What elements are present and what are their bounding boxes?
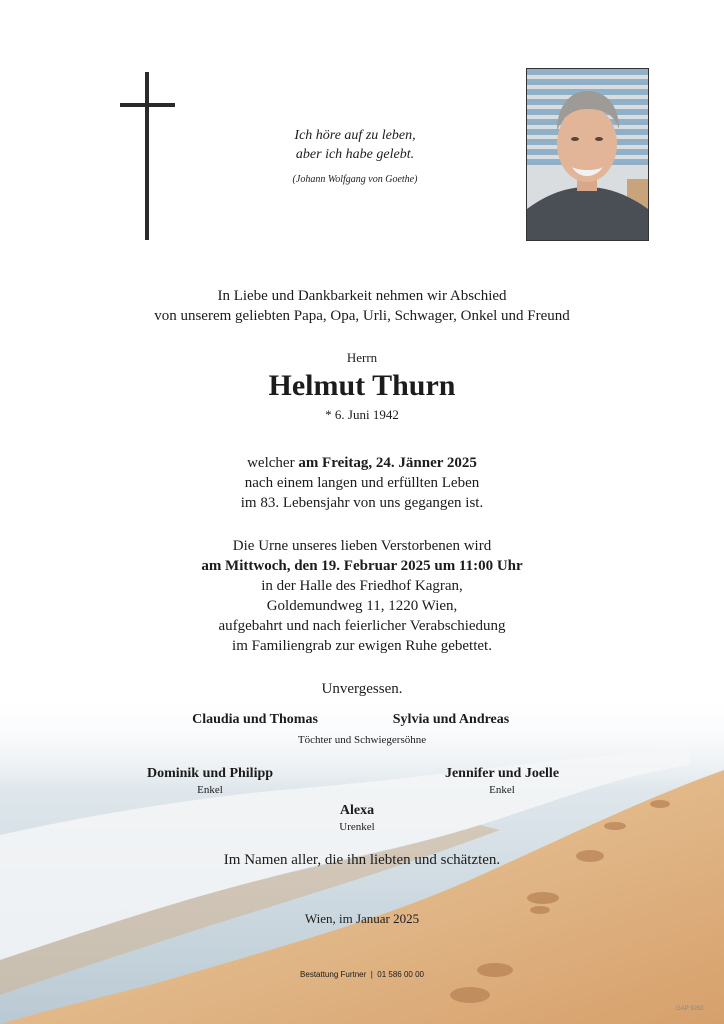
funeral-line-3: in der Halle des Friedhof Kagran, — [261, 578, 463, 594]
family-daughters-1 — [160, 711, 350, 729]
birth-date: * 6. Juni 1942 — [325, 407, 399, 422]
family-name: Claudia und Thomas — [192, 712, 318, 727]
family-grandchildren-2 — [402, 765, 602, 797]
funeral-date: am Mittwoch, den 19. Februar 2025 um 11:00 Uhr — [201, 558, 523, 574]
family-role: Enkel — [197, 784, 223, 796]
death-date: am Freitag, 24. Jänner 2025 — [298, 455, 477, 471]
family-name: Sylvia und Andreas — [392, 712, 510, 727]
intro-line-2: von unserem geliebten Papa, Opa, Urli, Schwager, Onkel und Freund — [154, 308, 570, 324]
funeral-home-footer: Bestattung Furtner | 01 586 00 00 — [300, 970, 424, 979]
portrait-photo — [526, 68, 649, 241]
salutation: Herrn — [346, 350, 378, 365]
death-prefix: welcher — [247, 455, 299, 471]
funeral-line-1: Die Urne unseres lieben Verstorbenen wird — [232, 538, 492, 554]
family-grandchildren-1 — [110, 765, 310, 797]
place-date: Wien, im Januar 2025 — [304, 911, 420, 926]
daughters-role: Töchter und Schwiegersöhne — [297, 734, 427, 746]
funeral-line-6: im Familiengrab zur ewigen Ruhe gebettet. — [232, 638, 492, 654]
quote-block — [240, 126, 470, 185]
family-role: Enkel — [489, 784, 515, 796]
closing-text: Im Namen aller, die ihn liebten und schätzten. — [223, 852, 501, 868]
death-line-2: nach einem langen und erfüllten Leben — [244, 475, 480, 491]
funeral-line-5: aufgebahrt und nach feierlicher Verabschiedung — [218, 618, 506, 634]
family-role: Urenkel — [339, 821, 375, 833]
funeral-line-4: Goldemundweg 11, 1220 Wien, — [266, 598, 458, 614]
death-line-1 — [0, 453, 724, 473]
family-great-grandchild — [262, 802, 452, 834]
quote-line-2: aber ich habe gelebt. — [295, 147, 415, 162]
family-daughters-2 — [356, 711, 546, 729]
intro-line-1: In Liebe und Dankbarkeit nehmen wir Abschied — [217, 288, 507, 304]
family-name: Alexa — [339, 803, 375, 818]
unforgotten-text: Unvergessen. — [321, 681, 403, 697]
document-code: GAP 9262 — [676, 1006, 704, 1012]
family-name: Dominik und Philipp — [146, 766, 274, 781]
death-line-3: im 83. Lebensjahr von uns gegangen ist. — [240, 495, 484, 511]
quote-author: (Johann Wolfgang von Goethe) — [292, 174, 418, 185]
deceased-name: Helmut Thurn — [268, 369, 456, 402]
quote-line-1: Ich höre auf zu leben, — [294, 128, 416, 143]
family-name: Jennifer und Joelle — [444, 766, 560, 781]
